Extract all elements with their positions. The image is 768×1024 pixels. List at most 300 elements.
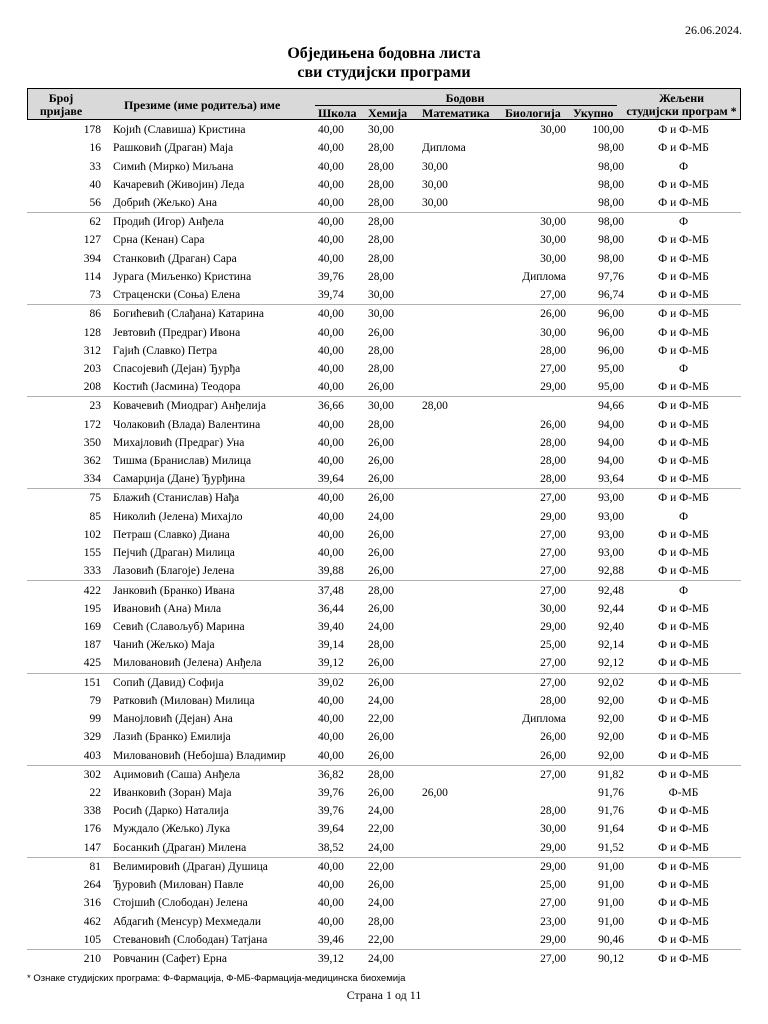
cell-program: Ф и Ф-МБ [626,305,741,324]
cell-school: 40,00 [318,160,344,173]
cell-math [418,416,502,434]
cell-chem: 26,00 [364,673,418,692]
cell-name: Петраш (Славко) Диана [113,528,230,541]
cell-chem: 26,00 [368,657,394,670]
cell-school: 40,00 [318,142,344,155]
cell-broj: 75 [27,489,110,508]
cell-program: Ф и Ф-МБ [658,805,709,818]
cell-bio: 27,00 [540,657,566,670]
cell-chem: 24,00 [368,841,394,854]
cell-total: 93,00 [598,528,624,541]
cell-broj: 425 [83,657,101,670]
cell-chem: 26,00 [368,436,394,449]
table-row [27,360,741,378]
cell-school: 39,64 [318,473,344,486]
cell-name: Ковачевић (Миодраг) Анђелија [110,397,314,416]
cell-program: Ф и Ф-МБ [658,234,709,247]
cell-program: Ф и Ф-МБ [658,694,709,707]
cell-math [418,581,502,600]
cell-math [418,912,502,930]
cell-total: 100,00 [592,124,624,137]
cell-broj: 151 [27,673,110,692]
cell-math [418,931,502,950]
cell-school: 40,00 [318,694,344,707]
cell-school: 39,76 [318,786,344,799]
cell-program: Ф и Ф-МБ [626,949,741,968]
table-row [27,378,741,397]
cell-broj: 56 [89,196,101,209]
cell-broj: 178 [83,124,101,137]
cell-math [418,526,502,544]
cell-chem: 30,00 [364,397,418,416]
cell-total: 92,14 [598,639,624,652]
table-row [27,416,741,434]
cell-program: Ф и Ф-МБ [658,124,709,137]
cell-bio: 28,00 [540,694,566,707]
cell-name: Стојшић (Слободан) Јелена [113,897,248,910]
cell-chem: 24,00 [368,805,394,818]
table-row [27,434,741,452]
cell-program: Ф и Ф-МБ [658,344,709,357]
table-row [27,305,741,324]
cell-bio: 30,00 [502,213,568,232]
cell-program: Ф [678,160,689,173]
cell-math [418,470,502,489]
cell-program: Ф и Ф-МБ [658,823,709,836]
cell-chem: 28,00 [368,196,394,209]
cell-school: 39,12 [318,657,344,670]
cell-total: 96,00 [598,344,624,357]
cell-name: Босанкић (Драган) Милена [113,841,247,854]
cell-math [418,342,502,360]
cell-chem: 24,00 [364,949,418,968]
cell-bio: 30,00 [540,252,566,265]
cell-program: Ф [626,213,741,232]
cell-program: Ф и Ф-МБ [626,673,741,692]
header-bodovi: Бодови [445,91,485,105]
header-chem: Хемија [368,106,408,120]
cell-program: Ф и Ф-МБ [658,178,709,191]
cell-program: Ф и Ф-МБ [626,489,741,508]
table-row [27,323,741,341]
cell-math [418,894,502,912]
cell-broj: 16 [89,142,101,155]
header-math: Математика [422,106,490,120]
cell-name: Рашковић (Драган) Маја [113,142,234,155]
cell-bio [502,194,568,213]
table-row [27,728,741,746]
table-row [27,139,741,157]
cell-chem: 28,00 [368,160,394,173]
table-row [27,784,741,802]
cell-bio: 28,00 [540,455,566,468]
cell-name: Качаревић (Живојин) Леда [113,178,245,191]
cell-math [418,710,502,728]
cell-broj: 350 [83,436,101,449]
cell-total: 97,76 [598,270,624,283]
cell-name: Гајић (Славко) Петра [113,344,218,357]
cell-math [418,692,502,710]
cell-chem: 26,00 [368,731,394,744]
cell-chem: 24,00 [368,897,394,910]
cell-bio: 26,00 [540,749,566,762]
table-row [27,636,741,654]
cell-broj: 23 [27,397,110,416]
cell-math [418,360,502,378]
cell-school: 40,00 [318,234,344,247]
cell-broj: 40 [89,178,101,191]
cell-bio: 30,00 [540,326,566,339]
table-row [27,250,741,268]
cell-total: 92,02 [568,673,626,692]
table-row [27,544,741,562]
cell-school: 40,00 [318,344,344,357]
cell-school: 36,66 [314,397,364,416]
cell-school: 40,00 [318,749,344,762]
cell-school: 39,14 [318,639,344,652]
cell-bio: 27,00 [540,528,566,541]
cell-broj: 99 [89,713,101,726]
cell-broj: 203 [83,362,101,375]
cell-program: Ф и Ф-МБ [658,436,709,449]
cell-broj: 102 [83,528,101,541]
cell-school: 40,00 [318,879,344,892]
cell-school: 40,00 [318,196,344,209]
cell-chem: 22,00 [368,713,394,726]
cell-name: Николић (Јелена) Михајло [113,510,243,523]
cell-program: Ф и Ф-МБ [658,418,709,431]
cell-total: 92,00 [598,713,624,726]
cell-broj: 33 [89,160,101,173]
cell-name: Чолаковић (Влада) Валентина [113,418,261,431]
cell-broj: 86 [27,305,110,324]
cell-name: Којић (Славиша) Кристина [113,124,246,137]
cell-broj: 79 [89,694,101,707]
table-row [27,176,741,194]
table-row [27,157,741,175]
cell-program: Ф [626,581,741,600]
cell-program: Ф и Ф-МБ [658,639,709,652]
cell-program: Ф [678,362,689,375]
table-row [27,820,741,838]
cell-school: 40,00 [318,915,344,928]
cell-program: Ф и Ф-МБ [658,621,709,634]
cell-broj: 62 [27,213,110,232]
cell-bio: 27,00 [502,489,568,508]
cell-math [418,378,502,397]
cell-chem: 26,00 [368,547,394,560]
cell-school: 40,00 [318,381,344,394]
cell-chem: 28,00 [368,915,394,928]
cell-chem: 26,00 [368,749,394,762]
cell-total: 91,82 [568,765,626,784]
cell-name: Јанковић (Бранко) Ивана [110,581,314,600]
cell-total: 93,00 [568,489,626,508]
cell-broj: 85 [89,510,101,523]
cell-broj: 334 [83,473,101,486]
cell-bio: 29,00 [502,857,568,876]
cell-school: 40,00 [318,510,344,523]
cell-bio [502,139,568,157]
cell-name: Ивановић (Ана) Мила [113,602,222,615]
cell-bio: 29,00 [540,841,566,854]
cell-name: Михајловић (Предраг) Уна [113,436,245,449]
cell-bio: 29,00 [540,621,566,634]
cell-school: 40,00 [314,489,364,508]
cell-program: Ф и Ф-МБ [658,933,709,946]
table-row [27,452,741,470]
cell-chem: 26,00 [368,473,394,486]
cell-school: 40,00 [318,455,344,468]
print-date: 26.06.2024. [685,23,742,37]
cell-chem: 26,00 [368,565,394,578]
table-row [27,231,741,249]
cell-broj: 187 [83,639,101,652]
cell-total: 98,00 [598,142,624,155]
cell-math [418,949,502,968]
cell-broj: 333 [83,565,101,578]
cell-total: 98,00 [598,178,624,191]
cell-total: 96,00 [568,305,626,324]
cell-math [418,839,502,858]
cell-chem: 28,00 [368,178,394,191]
cell-name: Миловановић (Небојша) Владимир [113,749,286,762]
cell-program: Ф и Ф-МБ [658,915,709,928]
cell-total: 98,00 [598,252,624,265]
header-broj: Број пријаве [39,91,83,118]
cell-chem: 26,00 [368,455,394,468]
cell-program: Ф [678,510,689,523]
cell-broj: 264 [83,879,101,892]
cell-chem: 30,00 [364,305,418,324]
table-row [27,857,741,876]
cell-math [418,802,502,820]
cell-chem: 28,00 [368,252,394,265]
cell-broj: 114 [84,270,101,283]
cell-broj: 422 [27,581,110,600]
cell-math [418,654,502,673]
table-row [27,489,741,508]
table-row [27,839,741,858]
cell-name: Велимировић (Драган) Душица [110,857,314,876]
cell-math [418,489,502,508]
cell-chem: 24,00 [368,510,394,523]
cell-program: Ф и Ф-МБ [658,749,709,762]
cell-chem: 28,00 [368,234,394,247]
cell-broj: 210 [27,949,110,968]
cell-math [418,452,502,470]
header-program: Жељени студијски програм * [626,91,737,118]
cell-total: 96,74 [598,289,624,302]
cell-chem: 22,00 [368,933,394,946]
table-row [27,600,741,618]
cell-broj: 338 [83,805,101,818]
cell-broj: 312 [83,344,101,357]
cell-chem: 26,00 [368,528,394,541]
cell-program: Ф и Ф-МБ [658,455,709,468]
cell-chem: 26,00 [368,326,394,339]
cell-school: 39,02 [314,673,364,692]
cell-total: 91,76 [598,805,624,818]
cell-school: 40,00 [318,731,344,744]
cell-chem: 22,00 [368,823,394,836]
table-row [27,931,741,950]
table-row [27,654,741,673]
cell-name: Богићевић (Слађана) Катарина [110,305,314,324]
cell-program: Ф и Ф-МБ [658,657,709,670]
cell-program: Ф и Ф-МБ [658,270,709,283]
cell-school: 39,64 [318,823,344,836]
cell-name: Јурага (Миљенко) Кристина [113,270,252,283]
cell-chem: 26,00 [368,381,394,394]
cell-chem: 30,00 [368,124,394,137]
cell-school: 39,76 [318,270,344,283]
cell-name: Росић (Дарко) Наталија [113,805,229,818]
cell-name: Манојловић (Дејан) Ана [113,713,233,726]
table-row [27,710,741,728]
cell-program: Ф и Ф-МБ [658,326,709,339]
cell-total: 92,00 [598,731,624,744]
cell-total: 92,88 [598,565,624,578]
cell-broj: 22 [89,786,101,799]
cell-math [418,857,502,876]
cell-school: 40,00 [318,252,344,265]
cell-math [418,636,502,654]
cell-broj: 394 [83,252,101,265]
cell-bio: 26,00 [502,305,568,324]
cell-school: 40,00 [318,178,344,191]
cell-broj: 329 [83,731,101,744]
cell-school: 36,82 [314,765,364,784]
cell-broj: 172 [83,418,101,431]
cell-total: 92,48 [568,581,626,600]
footnote: * Ознаке студијских програма: Ф-Фармација, Ф-МБ-Фармација-медицинска биохемија [27,973,406,984]
table-row [27,746,741,765]
cell-math [418,305,502,324]
cell-bio: 27,00 [502,581,568,600]
cell-program: Ф и Ф-МБ [626,765,741,784]
table-row [27,949,741,968]
cell-math [418,600,502,618]
cell-name: Костић (Јасмина) Теодора [113,381,241,394]
cell-name: Ровчанин (Сафет) Ерна [110,949,314,968]
cell-bio: 26,00 [540,418,566,431]
cell-program: Ф и Ф-МБ [658,528,709,541]
cell-chem: 28,00 [368,142,394,155]
header-school: Школа [318,106,357,120]
cell-bio: 28,00 [540,805,566,818]
cell-school: 40,00 [318,547,344,560]
cell-bio: 30,00 [540,124,566,137]
table-row [27,508,741,526]
cell-name: Аџимовић (Саша) Анђела [110,765,314,784]
title-line-1: Обједињена бодовна листа [287,45,481,62]
cell-name: Муждало (Жељко) Лука [113,823,231,836]
cell-broj: 73 [89,289,101,302]
table-row [27,268,741,286]
cell-total: 93,00 [598,510,624,523]
cell-math [418,673,502,692]
cell-broj: 195 [83,602,101,615]
cell-math [418,728,502,746]
cell-bio: 27,00 [540,362,566,375]
cell-bio: 30,00 [540,602,566,615]
cell-broj: 176 [83,823,101,836]
cell-math [418,213,502,232]
cell-program: Ф и Ф-МБ [658,473,709,486]
cell-math [418,434,502,452]
table-row [27,618,741,636]
cell-math [418,323,502,341]
cell-chem: 28,00 [364,213,418,232]
cell-name: Сопић (Давид) Софија [110,673,314,692]
cell-bio [502,397,568,416]
cell-school: 40,00 [318,124,344,137]
table-row [27,213,741,232]
cell-name: Пејчић (Драган) Милица [113,547,235,560]
cell-name: Блажић (Станислав) Нађа [110,489,314,508]
cell-math [418,121,502,139]
cell-chem: 30,00 [368,289,394,302]
cell-broj: 105 [83,933,101,946]
page-title [0,44,768,82]
cell-bio: 28,00 [540,344,566,357]
cell-total: 92,00 [598,749,624,762]
cell-total: 93,00 [598,547,624,560]
cell-chem: 28,00 [368,639,394,652]
cell-total: 91,00 [568,857,626,876]
cell-math: 30,00 [422,196,448,209]
cell-name: Абдагић (Менсур) Мехмедали [113,915,262,928]
cell-bio: 29,00 [540,381,566,394]
cell-program: Ф и Ф-МБ [658,142,709,155]
cell-bio: 27,00 [540,565,566,578]
cell-name: Тишма (Бранислав) Милица [113,455,252,468]
table-row [27,765,741,784]
cell-chem: 26,00 [364,489,418,508]
cell-broj: 403 [83,749,101,762]
cell-bio: 28,00 [540,436,566,449]
table-row [27,286,741,305]
cell-broj: 316 [83,897,101,910]
cell-math: 30,00 [422,178,448,191]
table-row [27,470,741,489]
table-row [27,526,741,544]
cell-name: Севић (Славољуб) Марина [113,621,245,634]
cell-name: Спасојевић (Дејан) Ђурђа [113,362,241,375]
table-row [27,802,741,820]
cell-program: Ф и Ф-МБ [658,381,709,394]
cell-name: Самарџија (Дане) Ђурђина [113,473,246,486]
cell-math: 26,00 [422,786,448,799]
cell-program: Ф и Ф-МБ [658,252,709,265]
cell-total: 95,00 [598,362,624,375]
cell-total: 98,00 [598,160,624,173]
cell-math [418,746,502,765]
cell-school: 40,00 [318,362,344,375]
table-body [27,121,741,968]
cell-math [418,562,502,581]
cell-school: 40,00 [318,418,344,431]
page-number: Страна 1 од 11 [346,988,422,1002]
cell-total: 91,00 [598,897,624,910]
cell-name: Ђуровић (Милован) Павле [113,879,244,892]
cell-program: Ф и Ф-МБ [626,397,741,416]
header-bio: Биологија [505,106,561,120]
table-row [27,581,741,600]
cell-bio: Диплома [522,270,566,283]
cell-school: 36,44 [318,602,344,615]
